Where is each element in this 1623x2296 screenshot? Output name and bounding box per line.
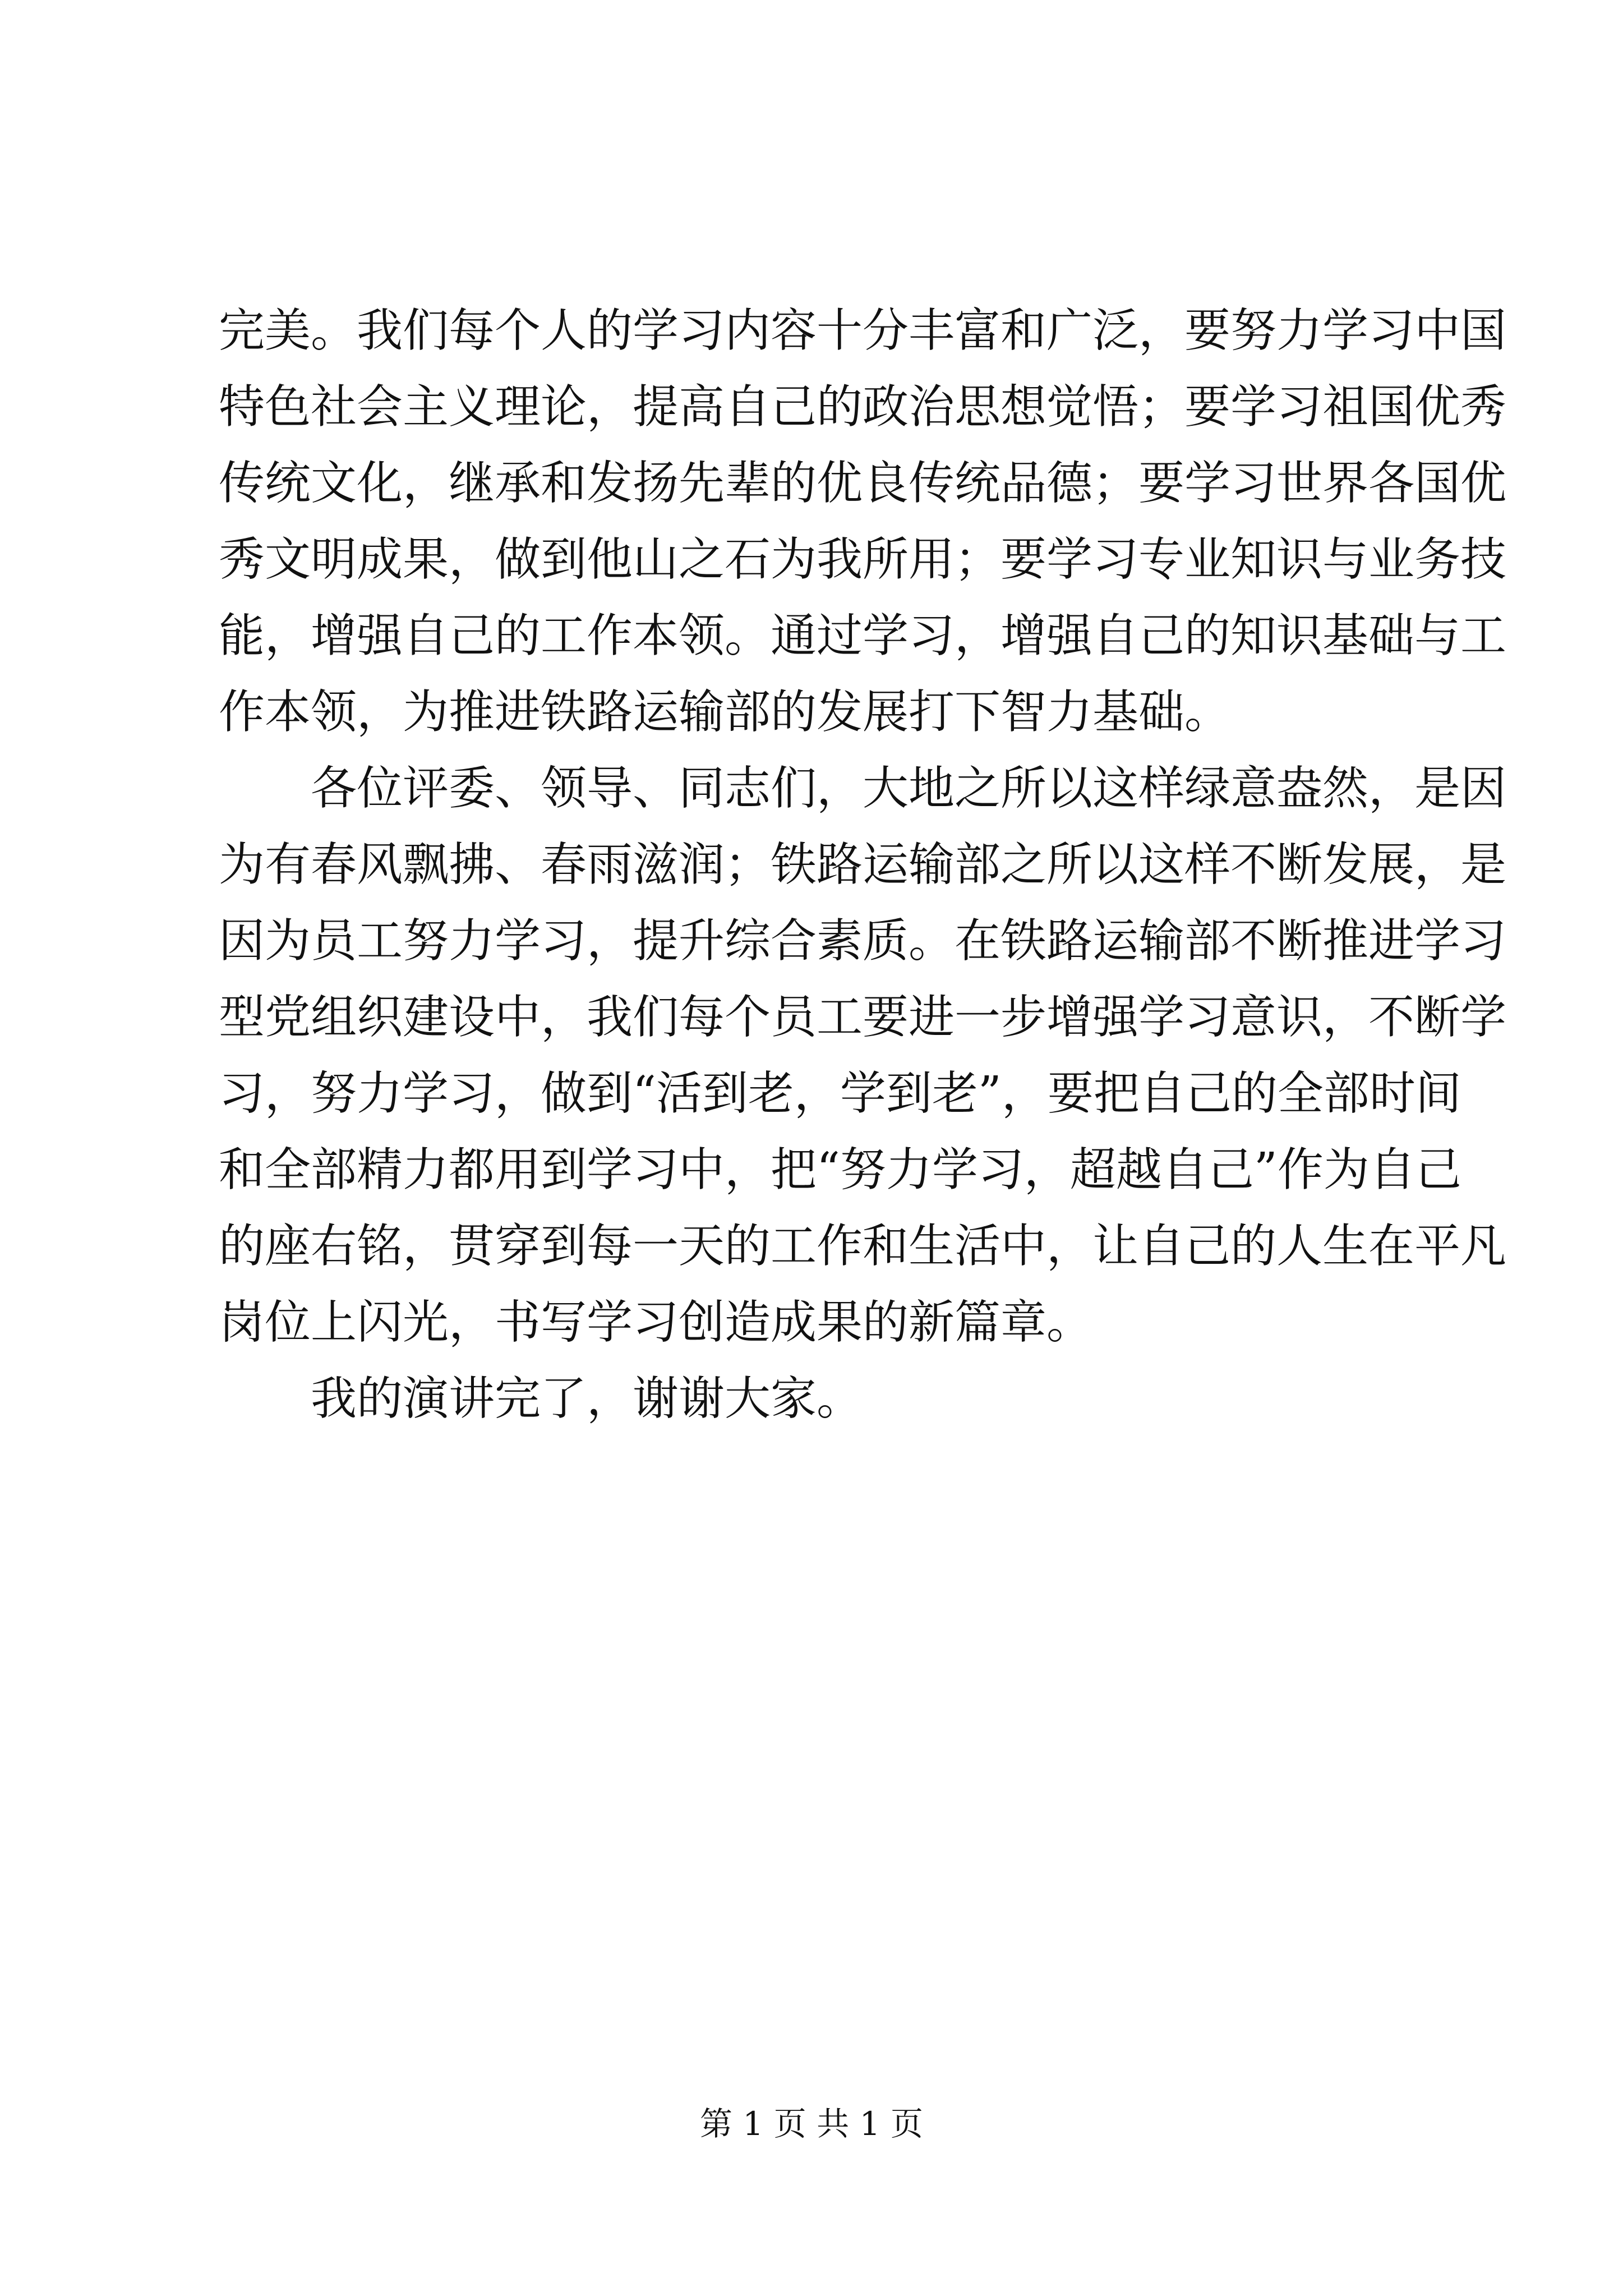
text-line: 和全部精力都用到学习中，把“努力学习，超越自己”作为自己 (219, 1143, 1461, 1197)
paragraph-3 (219, 1361, 1430, 1437)
text-line: 各位评委、领导、同志们，大地之所以这样绿意盎然，是因 (311, 762, 1507, 815)
text-line: 我的演讲完了，谢谢大家。 (311, 1372, 863, 1425)
paragraph-1 (219, 293, 1507, 751)
page-number-footer: 第 1 页 共 1 页 (700, 2105, 923, 2143)
text-line: 完美。我们每个人的学习内容十分丰富和广泛，要努力学习中国 (219, 304, 1507, 357)
text-line: 为有春风飘拂、春雨滋润；铁路运输部之所以这样不断发展，是 (219, 838, 1507, 891)
text-line: 作本领，为推进铁路运输部的发展打下智力基础。 (219, 685, 1231, 739)
text-line: 因为员工努力学习，提升综合素质。在铁路运输部不断推进学习 (219, 914, 1507, 968)
text-line: 特色社会主义理论，提高自己的政治思想觉悟；要学习祖国优秀 (219, 380, 1507, 434)
text-line: 秀文明成果，做到他山之石为我所用；要学习专业知识与业务技 (219, 533, 1507, 586)
text-line: 习，努力学习，做到“活到老，学到老”，要把自己的全部时间 (219, 1067, 1461, 1120)
text-line: 型党组织建设中，我们每个员工要进一步增强学习意识，不断学 (219, 991, 1507, 1044)
text-line: 的座右铭，贯穿到每一天的工作和生活中，让自己的人生在平凡 (219, 1220, 1507, 1273)
text-line: 能，增强自己的工作本领。通过学习，增强自己的知识基础与工 (219, 609, 1507, 662)
text-line: 岗位上闪光，书写学习创造成果的新篇章。 (219, 1296, 1093, 1349)
paragraph-2 (219, 751, 1507, 1361)
text-line: 传统文化，继承和发扬先辈的优良传统品德；要学习世界各国优 (219, 457, 1507, 510)
document-body (219, 293, 1507, 1437)
